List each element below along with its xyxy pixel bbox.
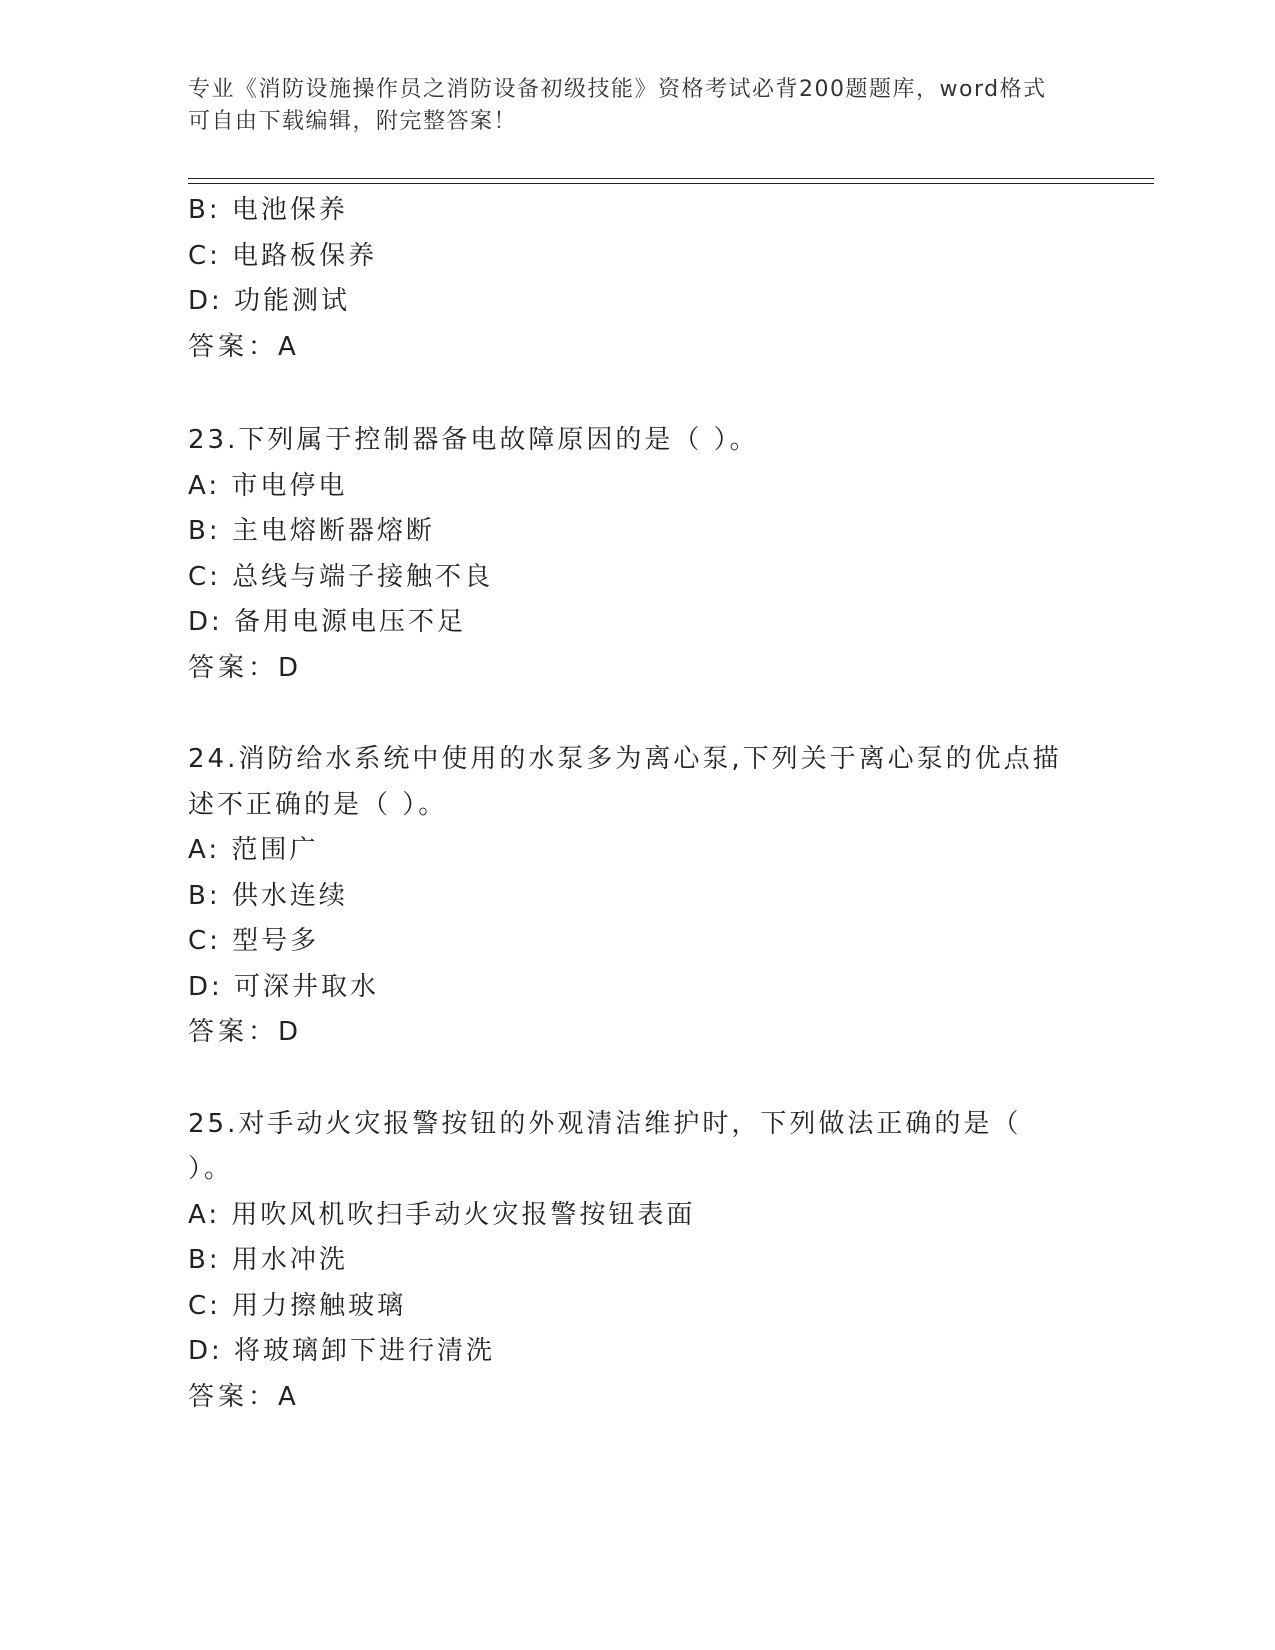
document-header: 专业《消防设施操作员之消防设备初级技能》资格考试必背200题题库，word格式可自由下载编辑，附完整答案！: [188, 77, 1047, 134]
option-b: B: 用水冲洗: [188, 1245, 348, 1275]
answer-value: D: [278, 652, 300, 683]
header-rule-top: [188, 178, 1154, 179]
answer-value: D: [278, 1017, 300, 1047]
option-d: D: 将玻璃卸下进行清洗: [188, 1336, 496, 1366]
answer-line: [188, 325, 1068, 371]
option-a: A: 市电停电: [188, 470, 348, 501]
question-23: [188, 418, 1068, 691]
answer-label: 答案：: [188, 652, 279, 683]
previous-question-tail: [188, 188, 1068, 370]
question-25: [188, 1102, 1068, 1421]
question-stem: 25.对手动火灾报警按钮的外观清洁维护时，下列做法正确的是（ ）。: [188, 1108, 1022, 1184]
answer-label: 答案：: [188, 331, 279, 362]
option-c: C: 型号多: [188, 926, 320, 956]
option-b: B: 电池保养: [188, 195, 348, 225]
option-c: C: 电路板保养: [188, 240, 378, 271]
question-stem: 24.消防给水系统中使用的水泵多为离心泵,下列关于离心泵的优点描述不正确的是（ ）。: [188, 744, 1062, 820]
answer-label: 答案：: [188, 1017, 279, 1047]
answer-label: 答案：: [188, 1381, 279, 1412]
option-c: C: 用力擦触玻璃: [188, 1290, 407, 1321]
option-d: D: 功能测试: [188, 286, 351, 316]
option-d: D: 备用电源电压不足: [188, 607, 467, 637]
question-stem: 23.下列属于控制器备电故障原因的是（ ）。: [188, 425, 759, 455]
option-d: D: 可深井取水: [188, 971, 380, 1002]
option-a: A: 用吹风机吹扫手动火灾报警按钮表面: [188, 1199, 696, 1230]
option-b: B: 供水连续: [188, 880, 348, 911]
answer-line: [188, 1010, 1068, 1056]
answer-line: [188, 1375, 1068, 1421]
document-body: [188, 188, 1068, 1420]
answer-value: A: [278, 331, 297, 362]
header-rule-bottom: [188, 183, 1154, 184]
option-a: A: 范围广: [188, 835, 319, 865]
option-c: C: 总线与端子接触不良: [188, 561, 494, 592]
option-b: B: 主电熔断器熔断: [188, 516, 435, 546]
answer-value: A: [278, 1381, 297, 1412]
question-24: [188, 737, 1068, 1056]
answer-line: [188, 646, 1068, 692]
